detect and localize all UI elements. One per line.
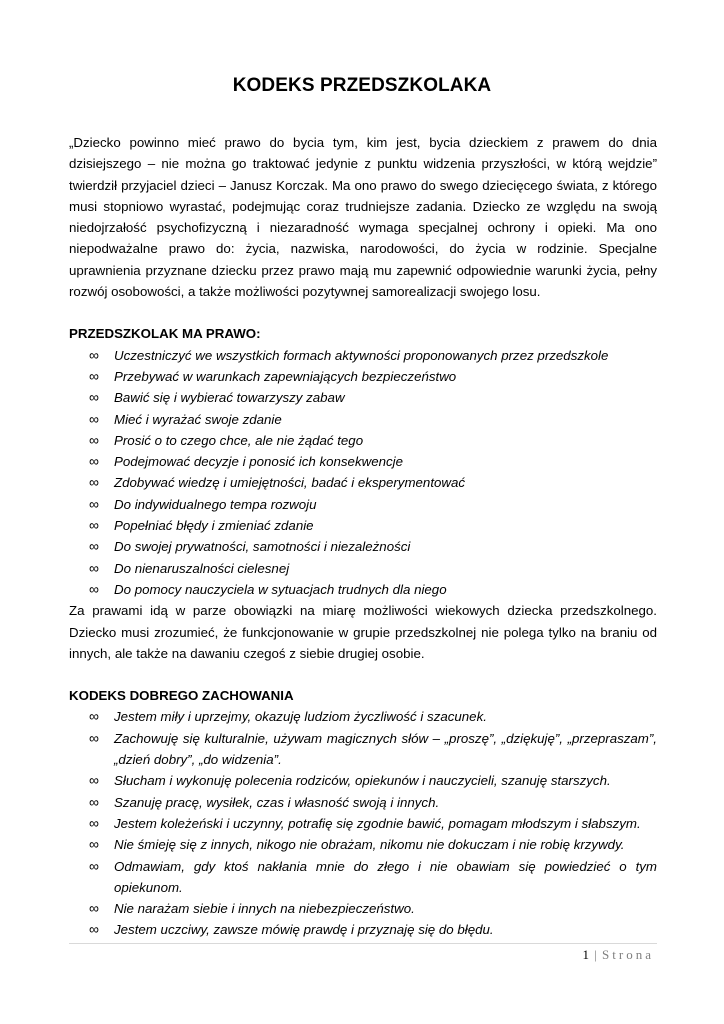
infinity-bullet-icon: ∞	[89, 814, 99, 831]
infinity-bullet-icon: ∞	[89, 900, 99, 917]
rights-item-text: Do nienaruszalności cielesnej	[114, 560, 290, 576]
rights-heading: PRZEDSZKOLAK MA PRAWO:	[69, 326, 261, 342]
infinity-bullet-icon: ∞	[89, 367, 99, 384]
code-item	[69, 813, 657, 834]
infinity-bullet-icon: ∞	[89, 921, 99, 938]
rights-item-text: Do swojej prywatności, samotności i niezależności	[114, 539, 411, 555]
code-item	[69, 898, 657, 919]
code-item-text: Jestem uczciwy, zawsze mówię prawdę i przyznaję się do błędu.	[114, 922, 494, 938]
infinity-bullet-icon: ∞	[89, 431, 99, 448]
code-item	[69, 728, 657, 771]
document-content	[69, 132, 657, 941]
footer-separator: |	[594, 947, 597, 962]
page-title: KODEKS PRZEDSZKOLAKA	[232, 75, 492, 96]
rights-item	[69, 472, 657, 493]
rights-item	[69, 536, 657, 557]
rights-item-text: Podejmować decyzje i ponosić ich konsekwencje	[114, 454, 403, 470]
code-item-text: Zachowuję się kulturalnie, używam magicznych słów – „proszę”, „dziękuję”, „przepraszam”, „dzień dobry”, „do widzenia”.	[114, 730, 657, 768]
page-footer	[582, 947, 654, 963]
infinity-bullet-icon: ∞	[89, 538, 99, 555]
code-item-text: Nie narażam siebie i innych na niebezpieczeństwo.	[114, 901, 415, 917]
rights-item	[69, 366, 657, 387]
rights-item-text: Do pomocy nauczyciela w sytuacjach trudnych dla niego	[114, 581, 447, 597]
code-item	[69, 834, 657, 855]
rights-item-text: Popełniać błędy i zmieniać zdanie	[114, 518, 314, 534]
intro-paragraph: „Dziecko powinno mieć prawo do bycia tym, kim jest, bycia dzieckiem z prawem do dnia dzisiejszego – nie można go traktować jedynie z punktu widzenia przyszłości, w którą wejdzie” twierdził przyjaciel dzieci – Janusz Korczak. Ma ono prawo do swego dziecięcego świata, z którego musi stopniowo wyrastać, podejmując coraz trudniejsze zadania. Dziecko ze względu na swoją niedojrzałość psychofizyczną i niezaradność wymaga specjalnej ochrony i opieki. Ma ono niepodważalne prawo do: życia, nazwiska, narodowości, do życia w rodzinie. Specjalne uprawnienia przyznane dziecku przez prawo mają mu zapewnić odpowiednie warunki życia, pełny rozwój osobowości, a także możliwości pozytywnej samorealizacji swojego losu.	[69, 135, 657, 300]
code-item	[69, 706, 657, 727]
infinity-bullet-icon: ∞	[89, 772, 99, 789]
rights-list	[69, 345, 657, 601]
code-item	[69, 919, 657, 940]
rights-item	[69, 494, 657, 515]
infinity-bullet-icon: ∞	[89, 410, 99, 427]
footer-divider	[69, 943, 657, 944]
code-item-text: Słucham i wykonuję polecenia rodziców, opiekunów i nauczycieli, szanuję starszych.	[114, 773, 611, 789]
code-item	[69, 792, 657, 813]
rights-item	[69, 430, 657, 451]
infinity-bullet-icon: ∞	[89, 580, 99, 597]
infinity-bullet-icon: ∞	[89, 729, 99, 746]
rights-item-text: Uczestniczyć we wszystkich formach aktywności proponowanych przez przedszkole	[114, 347, 609, 363]
rights-item-text: Bawić się i wybierać towarzyszy zabaw	[114, 390, 345, 406]
code-item-text: Szanuję pracę, wysiłek, czas i własność swoją i innych.	[114, 794, 440, 810]
page-label: Strona	[602, 947, 654, 962]
rights-item-text: Prosić o to czego chce, ale nie żądać tego	[114, 432, 364, 448]
rights-item-text: Przebywać w warunkach zapewniających bezpieczeństwo	[114, 368, 457, 384]
rights-item	[69, 387, 657, 408]
rights-item	[69, 409, 657, 430]
page-number: 1	[582, 947, 589, 962]
code-item-text: Jestem miły i uprzejmy, okazuję ludziom życzliwość i szacunek.	[114, 709, 487, 725]
code-heading: KODEKS DOBREGO ZACHOWANIA	[69, 688, 294, 704]
code-item-text: Jestem koleżeński i uczynny, potrafię się zgodnie bawić, pomagam młodszym i słabszym.	[114, 815, 641, 831]
infinity-bullet-icon: ∞	[89, 836, 99, 853]
infinity-bullet-icon: ∞	[89, 857, 99, 874]
infinity-bullet-icon: ∞	[89, 389, 99, 406]
duties-paragraph: Za prawami idą w parze obowiązki na miarę możliwości wiekowych dziecka przedszkolnego. Dziecko musi zrozumieć, że funkcjonowanie w grupie przedszkolnej nie polega tylko na braniu od innych, ale także na dawaniu czegoś z siebie drugiej osobie.	[69, 603, 657, 661]
code-item	[69, 770, 657, 791]
code-list	[69, 706, 657, 940]
rights-item-text: Do indywidualnego tempa rozwoju	[114, 496, 317, 512]
rights-item	[69, 515, 657, 536]
rights-item-text: Mieć i wyrażać swoje zdanie	[114, 411, 282, 427]
infinity-bullet-icon: ∞	[89, 453, 99, 470]
rights-item	[69, 451, 657, 472]
infinity-bullet-icon: ∞	[89, 559, 99, 576]
code-item	[69, 856, 657, 899]
rights-item	[69, 345, 657, 366]
infinity-bullet-icon: ∞	[89, 708, 99, 725]
infinity-bullet-icon: ∞	[89, 517, 99, 534]
infinity-bullet-icon: ∞	[89, 474, 99, 491]
rights-item	[69, 579, 657, 600]
infinity-bullet-icon: ∞	[89, 346, 99, 363]
infinity-bullet-icon: ∞	[89, 495, 99, 512]
rights-item-text: Zdobywać wiedzę i umiejętności, badać i eksperymentować	[114, 475, 466, 491]
code-item-text: Odmawiam, gdy ktoś nakłania mnie do złego i nie obawiam się powiedzieć o tym opiekunom.	[114, 858, 657, 895]
rights-item	[69, 558, 657, 579]
code-item-text: Nie śmieję się z innych, nikogo nie obrażam, nikomu nie dokuczam i nie robię krzywdy.	[114, 837, 625, 853]
infinity-bullet-icon: ∞	[89, 793, 99, 810]
